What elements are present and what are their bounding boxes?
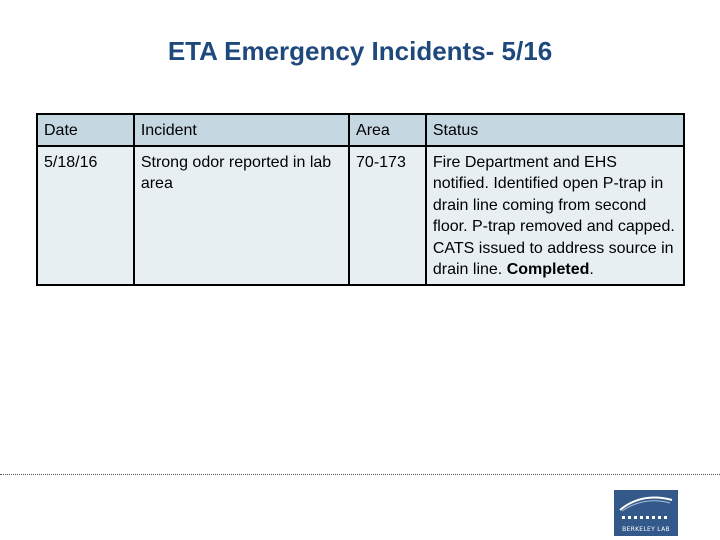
table-row [37,146,684,285]
header-status: Status [426,114,684,146]
slide-title: ETA Emergency Incidents- 5/16 [167,36,553,66]
cell-incident: Strong odor reported in lab area [134,146,349,285]
status-suffix: . [589,261,594,278]
cell-date: 5/18/16 [37,146,134,285]
incidents-table [36,113,685,286]
cell-area: 70-173 [349,146,426,285]
status-text: Fire Department and EHS notified. Identified open P-trap in drain line coming from second floor. P-trap removed and capped. CATS issued to address source in drain line. [432,153,675,278]
header-incident: Incident [134,114,349,146]
logo-text: BERKELEY LAB [622,526,670,533]
cell-status [426,146,684,285]
table-header-row [37,114,684,146]
status-completed-label: Completed [506,261,590,278]
header-area: Area [349,114,426,146]
header-date: Date [37,114,134,146]
berkeley-lab-logo [614,490,678,536]
footer-divider [0,474,720,475]
